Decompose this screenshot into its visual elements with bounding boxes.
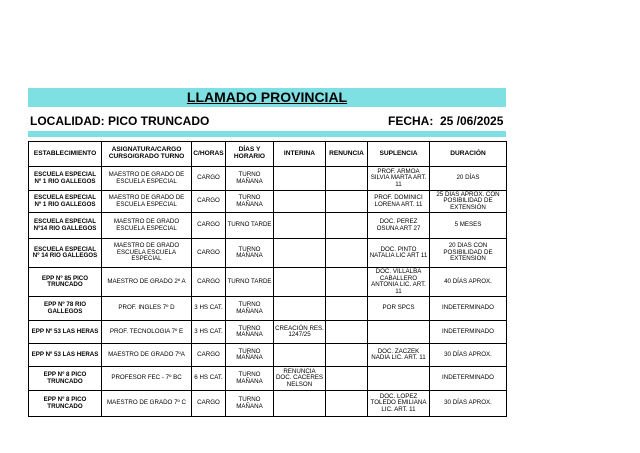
col-renuncia: RENUNCIA xyxy=(326,142,368,167)
cell-interina xyxy=(274,391,326,417)
cell-horas: CARGO xyxy=(192,344,226,367)
cell-duracion: 5 MESES xyxy=(430,213,507,239)
col-duracion: DURACIÓN xyxy=(430,142,507,167)
cell-asignatura: MAESTRO DE GRADO ESCUELA ESCUELA ESPECIAL xyxy=(102,239,192,268)
cell-establecimiento: EPP Nº 8 PICO TRUNCADO xyxy=(29,391,102,417)
table-header-row xyxy=(29,142,507,167)
cell-dias: TURNO MAÑANA xyxy=(226,367,274,391)
cell-asignatura: MAESTRO DE GRADO 7º C xyxy=(102,391,192,417)
cell-suplencia: DOC. PINTO NATALIA LIC ART 11 xyxy=(368,239,430,268)
cell-duracion: INDETERMINADO xyxy=(430,367,507,391)
cell-horas: CARGO xyxy=(192,167,226,191)
cell-renuncia xyxy=(326,391,368,417)
cell-establecimiento: EPP Nº 53 LAS HERAS xyxy=(29,344,102,367)
cell-establecimiento: EPP Nº 78 RIO GALLEGOS xyxy=(29,297,102,321)
cell-asignatura: PROF. INGLES 7º D xyxy=(102,297,192,321)
cell-duracion: 20 DIAS CON POSIBILIDAD DE EXTENSION xyxy=(430,239,507,268)
cell-renuncia xyxy=(326,367,368,391)
cell-interina xyxy=(274,167,326,191)
cell-suplencia: POR SPCS xyxy=(368,297,430,321)
cell-dias: TURNO MAÑANA xyxy=(226,191,274,213)
cell-renuncia xyxy=(326,344,368,367)
cell-dias: TURNO MAÑANA xyxy=(226,344,274,367)
cell-dias: TURNO MAÑANA xyxy=(226,167,274,191)
locality-row xyxy=(28,112,506,130)
col-establecimiento: ESTABLECIMIENTO xyxy=(29,142,102,167)
cell-dias: TURNO MAÑANA xyxy=(226,239,274,268)
cell-duracion: 25 DÍAS APROX. CON POSIBILIDAD DE EXTENSIÓN xyxy=(430,191,507,213)
cell-establecimiento: EPP Nº 53 LAS HERAS xyxy=(29,321,102,344)
table-row xyxy=(29,367,507,391)
cell-asignatura: PROFESOR FEC - 7º BC xyxy=(102,367,192,391)
table-row xyxy=(29,167,507,191)
cell-suplencia: DOC. LOPEZ TOLEDO EMILIANA LIC. ART. 11 xyxy=(368,391,430,417)
cell-duracion: INDETERMINADO xyxy=(430,321,507,344)
table-row xyxy=(29,321,507,344)
cell-establecimiento: ESCUELA ESPECIAL Nº 14 RIO GALLEGOS xyxy=(29,239,102,268)
cell-dias: TURNO MAÑANA xyxy=(226,321,274,344)
cell-horas: 3 HS CAT. xyxy=(192,321,226,344)
cell-interina xyxy=(274,213,326,239)
cell-interina xyxy=(274,297,326,321)
cell-dias: TURNO TARDE xyxy=(226,268,274,297)
divider-stripe xyxy=(28,131,506,137)
cell-horas: CARGO xyxy=(192,191,226,213)
vacancies-table xyxy=(28,141,507,417)
cell-interina xyxy=(274,344,326,367)
cell-renuncia xyxy=(326,268,368,297)
locality-label: LOCALIDAD: PICO TRUNCADO xyxy=(30,114,210,128)
cell-duracion: 30 DÍAS APROX. xyxy=(430,391,507,417)
col-interina: INTERINA xyxy=(274,142,326,167)
cell-interina xyxy=(274,191,326,213)
cell-duracion: 40 DÍAS APROX. xyxy=(430,268,507,297)
col-horas: C/HORAS xyxy=(192,142,226,167)
cell-establecimiento: EPP Nº 8 PICO TRUNCADO xyxy=(29,367,102,391)
cell-interina xyxy=(274,268,326,297)
cell-asignatura: MAESTRO DE GRADO ESCUELA ESPECIAL xyxy=(102,213,192,239)
cell-asignatura: MAESTRO DE GRADO 2º A xyxy=(102,268,192,297)
cell-renuncia xyxy=(326,239,368,268)
cell-establecimiento: EPP Nº 85 PICO TRUNCADO xyxy=(29,268,102,297)
cell-asignatura: MAESTRO DE GRADO DE ESCUELA ESPECIAL xyxy=(102,191,192,213)
cell-interina: RENUNCIA DOC. CACERES NELSON xyxy=(274,367,326,391)
cell-interina xyxy=(274,239,326,268)
table-row xyxy=(29,391,507,417)
cell-duracion: 20 DÍAS xyxy=(430,167,507,191)
title-banner xyxy=(28,88,506,107)
cell-horas: CARGO xyxy=(192,239,226,268)
cell-asignatura: MAESTRO DE GRADO 7ºA xyxy=(102,344,192,367)
cell-suplencia: DOC. VILLALBA CABALLERO ANTONIA LIC. ART. 11 xyxy=(368,268,430,297)
table-row xyxy=(29,191,507,213)
cell-asignatura: PROF. TECNOLOGIA 7º E xyxy=(102,321,192,344)
cell-suplencia: PROF. ARMOA SILVIA MARTA ART. 11 xyxy=(368,167,430,191)
cell-dias: TURNO TARDE xyxy=(226,213,274,239)
col-dias: DÍAS Y HORARIO xyxy=(226,142,274,167)
cell-suplencia xyxy=(368,321,430,344)
cell-dias: TURNO MAÑANA xyxy=(226,391,274,417)
cell-horas: 3 HS CAT. xyxy=(192,297,226,321)
cell-suplencia: DOC. PEREZ OSUNA ART 27 xyxy=(368,213,430,239)
col-suplencia: SUPLENCIA xyxy=(368,142,430,167)
cell-establecimiento: ESCUELA ESPECIAL Nº14 RIO GALLEGOS xyxy=(29,213,102,239)
cell-horas: CARGO xyxy=(192,268,226,297)
cell-dias: TURNO MAÑANA xyxy=(226,297,274,321)
cell-horas: CARGO xyxy=(192,391,226,417)
cell-suplencia: DOC. ZACZEK NADIA LIC. ART. 11 xyxy=(368,344,430,367)
cell-renuncia xyxy=(326,191,368,213)
page-title: LLAMADO PROVINCIAL xyxy=(186,89,348,105)
cell-duracion: INDETERMINADO xyxy=(430,297,507,321)
cell-establecimiento: ESCUELA ESPECIAL Nº 1 RIO GALLEGOS xyxy=(29,191,102,213)
cell-renuncia xyxy=(326,213,368,239)
col-asignatura: ASIGNATURA/CARGO CURSO/GRADO TURNO xyxy=(102,142,192,167)
table-row xyxy=(29,239,507,268)
cell-interina: CREACIÓN RES. 1247/25 xyxy=(274,321,326,344)
cell-asignatura: MAESTRO DE GRADO DE ESCUELA ESPECIAL xyxy=(102,167,192,191)
cell-renuncia xyxy=(326,167,368,191)
cell-suplencia xyxy=(368,367,430,391)
date-label: FECHA: 25 /06/2025 xyxy=(388,114,504,128)
table-row xyxy=(29,297,507,321)
cell-renuncia xyxy=(326,297,368,321)
table-row xyxy=(29,268,507,297)
cell-establecimiento: ESCUELA ESPECIAL Nº 1 RIO GALLEGOS xyxy=(29,167,102,191)
cell-duracion: 30 DÍAS APROX. xyxy=(430,344,507,367)
cell-horas: CARGO xyxy=(192,213,226,239)
cell-suplencia: PROF. DOMINICI LORENA ART. 11 xyxy=(368,191,430,213)
cell-renuncia xyxy=(326,321,368,344)
cell-horas: 6 HS CAT. xyxy=(192,367,226,391)
table-row xyxy=(29,213,507,239)
table-row xyxy=(29,344,507,367)
